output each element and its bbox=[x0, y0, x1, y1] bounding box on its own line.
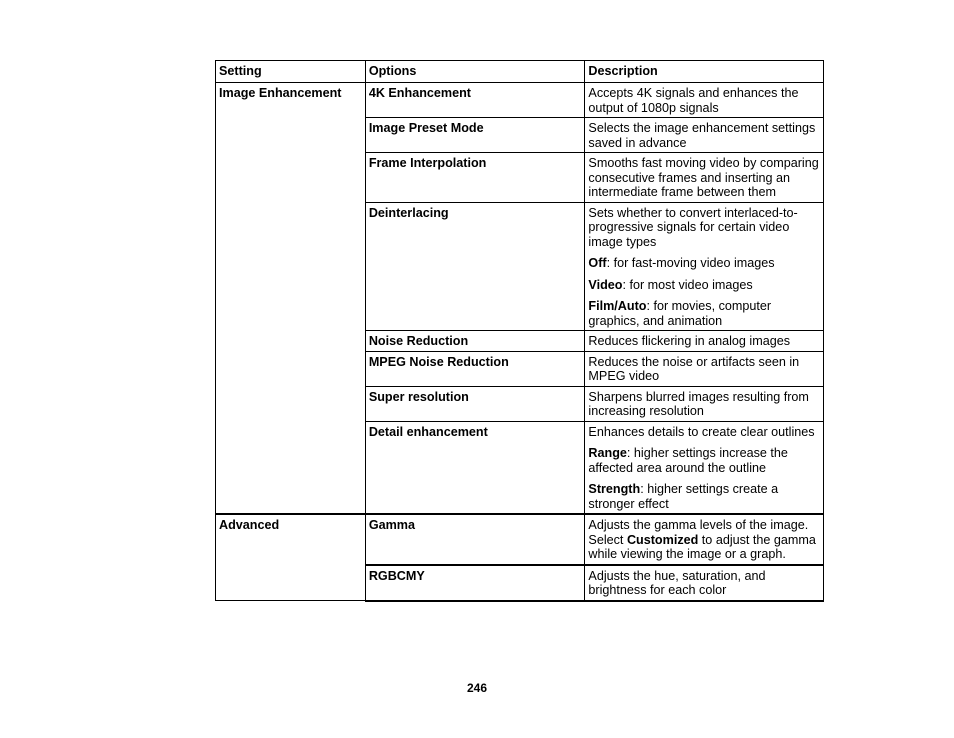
description-paragraph bbox=[588, 518, 820, 562]
description-text: Enhances details to create clear outlines bbox=[588, 424, 815, 439]
header-description: Description bbox=[585, 61, 824, 83]
description-paragraph bbox=[588, 206, 820, 250]
description-paragraph bbox=[588, 569, 820, 598]
option-cell: Super resolution bbox=[365, 386, 585, 421]
description-text: Selects the image enhancement settings saved in advance bbox=[588, 121, 816, 150]
table-header bbox=[216, 61, 824, 83]
description-cell bbox=[585, 153, 824, 203]
description-term: Strength bbox=[588, 482, 641, 496]
setting-cell: Advanced bbox=[216, 514, 366, 601]
description-cell bbox=[585, 118, 824, 153]
description-cell bbox=[585, 351, 824, 386]
description-text: Sets whether to convert interlaced-to-progressive signals for certain video image types bbox=[588, 205, 798, 249]
description-cell bbox=[585, 386, 824, 421]
description-text: Adjusts the hue, saturation, and brightness for each color bbox=[588, 568, 766, 597]
description-cell bbox=[585, 421, 824, 514]
description-cell bbox=[585, 514, 824, 565]
table-row bbox=[216, 514, 824, 565]
header-setting: Setting bbox=[216, 61, 366, 83]
option-cell: Deinterlacing bbox=[365, 202, 585, 331]
description-paragraph bbox=[588, 355, 820, 384]
option-cell: Frame Interpolation bbox=[365, 153, 585, 203]
description-paragraph bbox=[588, 425, 820, 440]
description-term: Video bbox=[588, 277, 623, 292]
description-text: to adjust the gamma while viewing the image or a graph. bbox=[588, 532, 816, 561]
description-cell bbox=[585, 202, 824, 331]
description-cell bbox=[585, 331, 824, 352]
description-paragraph bbox=[588, 390, 820, 419]
header-row bbox=[216, 61, 824, 83]
description-paragraph bbox=[588, 446, 820, 475]
description-text: Accepts 4K signals and enhances the output of 1080p signals bbox=[588, 86, 799, 115]
description-paragraph bbox=[588, 334, 820, 349]
description-paragraph bbox=[588, 299, 820, 328]
page-number: 246 bbox=[466, 681, 488, 695]
description-text: Smooths fast moving video by comparing consecutive frames and inserting an intermediate frame between them bbox=[588, 156, 819, 199]
description-term: Film/Auto bbox=[588, 299, 647, 313]
header-options: Options bbox=[365, 61, 585, 83]
description-text: : higher settings increase the affected area around the outline bbox=[588, 446, 788, 475]
description-cell bbox=[585, 83, 824, 118]
option-cell: Image Preset Mode bbox=[365, 118, 585, 153]
description-paragraph bbox=[588, 482, 820, 511]
description-text: : for most video images bbox=[622, 277, 753, 292]
description-text: : for fast-moving video images bbox=[606, 256, 775, 270]
description-text: Sharpens blurred images resulting from increasing resolution bbox=[588, 389, 809, 418]
option-cell: RGBCMY bbox=[365, 565, 585, 601]
description-paragraph bbox=[588, 86, 820, 115]
description-text: Adjusts the gamma levels of the image. Select bbox=[588, 518, 809, 547]
table-body bbox=[216, 83, 824, 601]
description-paragraph bbox=[588, 156, 820, 200]
option-cell: MPEG Noise Reduction bbox=[365, 351, 585, 386]
description-paragraph bbox=[588, 256, 820, 271]
option-cell: Detail enhancement bbox=[365, 421, 585, 514]
description-paragraph bbox=[588, 278, 820, 293]
description-cell bbox=[585, 565, 824, 601]
description-term: Off bbox=[588, 256, 607, 270]
settings-table bbox=[215, 60, 824, 602]
option-cell: Gamma bbox=[365, 514, 585, 565]
description-text: : for movies, computer graphics, and animation bbox=[588, 299, 772, 328]
table-row bbox=[216, 83, 824, 118]
description-text: Reduces the noise or artifacts seen in MPEG video bbox=[588, 354, 800, 383]
description-text: : higher settings create a stronger effect bbox=[588, 482, 779, 511]
description-text: Reduces flickering in analog images bbox=[588, 334, 791, 348]
option-cell: Noise Reduction bbox=[365, 331, 585, 352]
description-term: Range bbox=[588, 446, 627, 460]
description-paragraph bbox=[588, 121, 820, 150]
description-term: Customized bbox=[626, 532, 699, 547]
option-cell: 4K Enhancement bbox=[365, 83, 585, 118]
setting-cell: Image Enhancement bbox=[216, 83, 366, 515]
